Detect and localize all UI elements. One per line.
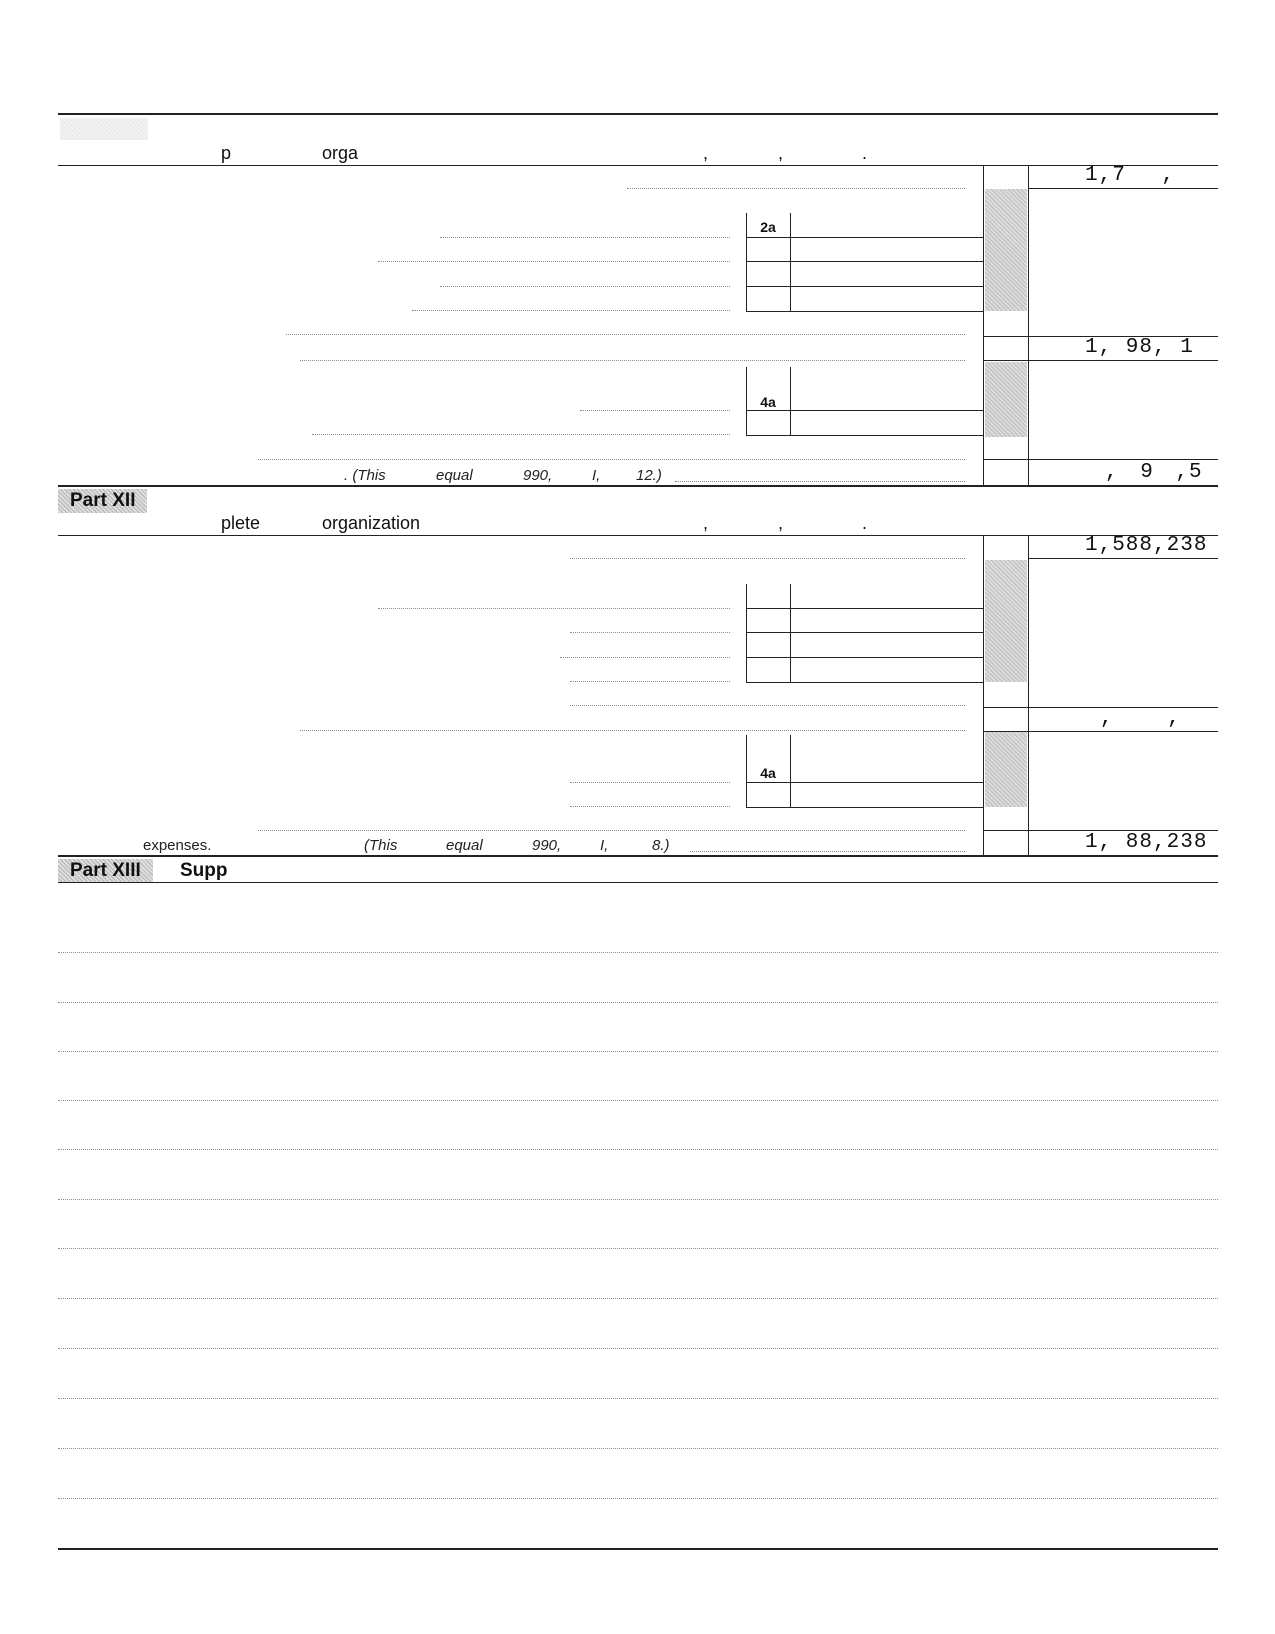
supplemental-line-12[interactable] (58, 1498, 1218, 1499)
part-xii-header-comma-1: , (703, 513, 709, 533)
box-4a-row-1 (746, 410, 983, 411)
part-xii-shade-2 (985, 732, 1027, 807)
part-xii-box-row-4 (746, 682, 983, 683)
box-2a-row-4 (746, 311, 983, 312)
supplemental-line-6[interactable] (58, 1199, 1218, 1200)
supplemental-line-5[interactable] (58, 1149, 1218, 1150)
part-xii-footer-word-4: I, (600, 837, 609, 854)
section-a-leader-2d (412, 310, 730, 311)
supplemental-line-10[interactable] (58, 1398, 1218, 1399)
part-xii-col-left (983, 535, 984, 855)
part-xii-leader-1 (570, 558, 965, 559)
part-xii-value-5: 1, 88,238 (1085, 831, 1208, 854)
section-a-value-rule-1 (1028, 188, 1218, 189)
page-bottom-rule (58, 1548, 1218, 1550)
section-a-col-left (983, 165, 984, 485)
section-a-leader-1 (627, 188, 965, 189)
part-xii-leader-4b (570, 806, 730, 807)
part-xii-col-right (1028, 535, 1029, 855)
section-a-leader-2b (378, 261, 730, 262)
part-xii-leader-2b (570, 632, 730, 633)
box-2a-row-2 (746, 261, 983, 262)
section-a-footer-word-2: 990, (523, 467, 553, 484)
part-xii-box-left (746, 584, 747, 682)
part-xii-leader-2a (378, 608, 730, 609)
section-a-value-1: 1,7 , (1085, 164, 1176, 187)
supplemental-line-11[interactable] (58, 1448, 1218, 1449)
section-a-footer-text: . (This (344, 467, 386, 484)
part-xii-leader-4a (570, 782, 730, 783)
section-a-header-word-1: p (221, 143, 232, 163)
part-xii-value-rule-1 (1028, 558, 1218, 559)
part-xii-value-3: , , (1100, 707, 1181, 730)
box-4a-label: 4a (760, 394, 776, 410)
section-a-leader-2a (440, 237, 730, 238)
section-a-header-rule (58, 165, 1218, 166)
part-xii-value-rule-3 (983, 731, 1218, 732)
supplemental-line-8[interactable] (58, 1298, 1218, 1299)
part-xii-value-1: 1,588,238 (1085, 534, 1208, 557)
part-xii-leader-2c (560, 657, 730, 658)
part-xii-box-4a-row-1 (746, 782, 983, 783)
section-a-leader-3a (286, 334, 965, 335)
part-xii-bottom-rule (58, 855, 1218, 857)
section-a-value-5: , 9 ,5 (1105, 461, 1203, 484)
box-2a-label: 2a (760, 219, 776, 235)
part-xii-box-divider (790, 584, 791, 682)
box-2a-row-1 (746, 237, 983, 238)
part-xii-box-4a-divider (790, 735, 791, 807)
section-a-footer-word-4: 12.) (636, 467, 662, 484)
part-xii-box-row-2 (746, 632, 983, 633)
part-xii-label: Part XII (58, 489, 147, 513)
supplemental-line-2[interactable] (58, 1002, 1218, 1003)
box-4a-row-2 (746, 435, 983, 436)
section-a-leader-3b (300, 360, 965, 361)
part-xii-leader-3b (300, 730, 965, 731)
section-a-shade-1 (985, 189, 1027, 311)
part-xii-header-word-2: organization (322, 513, 421, 533)
section-a-leader-4b (312, 434, 730, 435)
supplemental-line-3[interactable] (58, 1051, 1218, 1052)
section-a-value-3: 1, 98, 1 (1085, 336, 1194, 359)
section-a-leader-4a (580, 410, 730, 411)
section-a-footer-word-3: I, (592, 467, 601, 484)
section-a-header-period: . (862, 143, 868, 163)
section-a-leader-5b (675, 481, 965, 482)
section-a-line5-top (983, 459, 1218, 460)
section-a-header-comma-1: , (703, 143, 709, 163)
section-a-leader-5 (258, 459, 965, 460)
part-xii-footer-word-2: equal (446, 837, 483, 854)
section-a-bottom-rule (58, 485, 1218, 487)
part-xii-leader-5 (258, 830, 965, 831)
supplemental-line-1[interactable] (58, 952, 1218, 953)
top-rule (58, 113, 1218, 115)
section-a-header-comma-2: , (778, 143, 784, 163)
section-a-col-right (1028, 165, 1029, 485)
section-a-shade-2 (985, 362, 1027, 437)
part-xii-header-rule (58, 535, 1218, 536)
part-xii-footer-word-1: (This (364, 837, 398, 854)
part-xii-header-word-1: plete (221, 513, 261, 533)
section-a-value-rule-3 (983, 360, 1218, 361)
box-2a-divider (790, 213, 791, 311)
part-xii-header-period: . (862, 513, 868, 533)
section-a-leader-2c (440, 286, 730, 287)
header-smudge (60, 118, 148, 140)
part-xii-leader-2d (570, 681, 730, 682)
part-xiii-header-rule (58, 882, 1218, 883)
part-xiii-title: Supp (180, 860, 228, 881)
section-a-header-word-2: orga (322, 143, 359, 163)
supplemental-line-7[interactable] (58, 1248, 1218, 1249)
part-xii-footer-word-5: 8.) (652, 837, 670, 854)
part-xii-footer-left: expenses. (143, 837, 212, 854)
part-xii-box-4a-row-2 (746, 807, 983, 808)
part-xii-shade-1 (985, 560, 1027, 682)
supplemental-line-9[interactable] (58, 1348, 1218, 1349)
box-2a-row-3 (746, 286, 983, 287)
part-xiii-label: Part XIII (58, 859, 153, 883)
part-xii-box-row-3 (746, 657, 983, 658)
box-4a-divider (790, 367, 791, 435)
part-xii-box-row-1 (746, 608, 983, 609)
part-xii-header-comma-2: , (778, 513, 784, 533)
supplemental-line-4[interactable] (58, 1100, 1218, 1101)
part-xii-footer-word-3: 990, (532, 837, 562, 854)
part-xii-leader-5b (690, 851, 965, 852)
part-xii-leader-3a (570, 705, 965, 706)
part-xii-box-4a-label: 4a (760, 765, 776, 781)
section-a-footer-word-1: equal (436, 467, 473, 484)
